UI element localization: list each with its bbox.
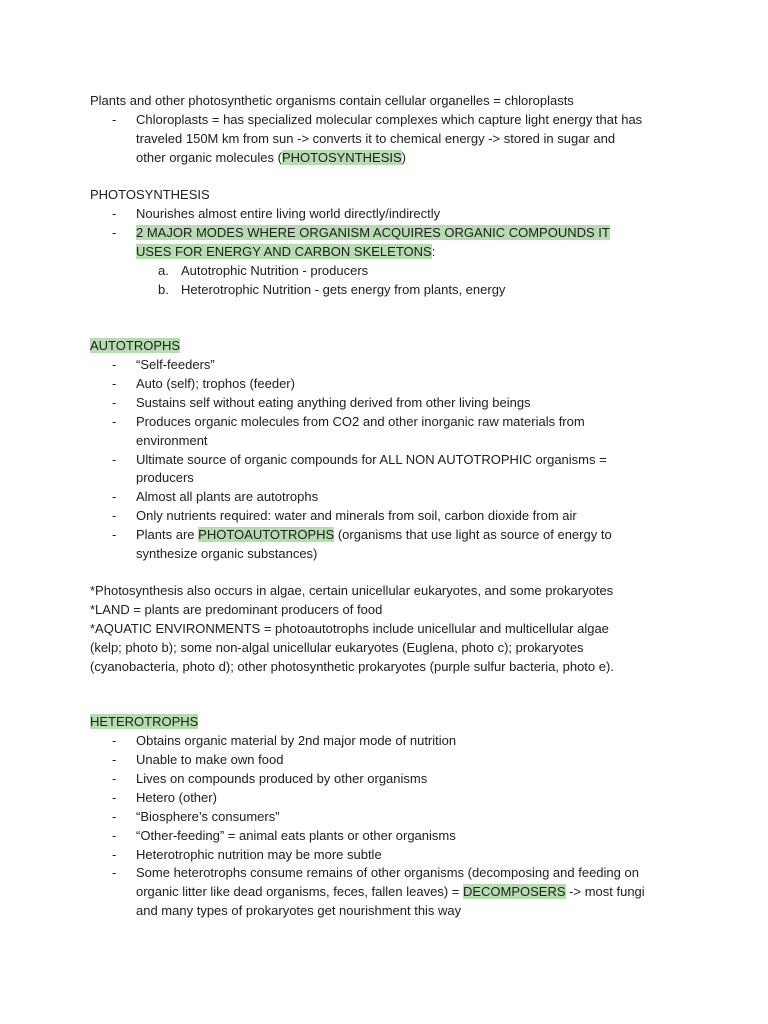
sub-item-autotrophic: Autotrophic Nutrition - producers <box>181 263 369 278</box>
heterotrophs-bullet-8-line3: and many types of prokaryotes get nourishment this way <box>136 903 462 918</box>
bullet-marker: - <box>112 489 117 504</box>
sub-marker-a: a. <box>158 263 169 278</box>
chloroplast-bullet-line3: other organic molecules (PHOTOSYNTHESIS) <box>136 150 406 165</box>
highlight-photoautotrophs: PHOTOAUTOTROPHS <box>198 527 335 542</box>
autotrophs-bullet-8-line2: synthesize organic substances) <box>136 546 318 561</box>
note-aquatic-line2: (kelp; photo b); some non-algal unicellular eukaryotes (Euglena, photo c); prokaryotes <box>90 640 584 655</box>
bullet-marker: - <box>112 809 117 824</box>
heterotrophs-bullet-3: Lives on compounds produced by other organisms <box>136 771 428 786</box>
autotrophs-heading: AUTOTROPHS <box>90 338 181 353</box>
bullet-marker: - <box>112 752 117 767</box>
sub-item-heterotrophic: Heterotrophic Nutrition - gets energy from plants, energy <box>181 282 506 297</box>
bullet-marker: - <box>112 508 117 523</box>
autotrophs-bullet-4-line1: Produces organic molecules from CO2 and other inorganic raw materials from <box>136 414 585 429</box>
note-aquatic-line1: *AQUATIC ENVIRONMENTS = photoautotrophs include unicellular and multicellular algae <box>90 621 609 636</box>
heterotrophs-heading: HETEROTROPHS <box>90 714 199 729</box>
heterotrophs-bullet-2: Unable to make own food <box>136 752 284 767</box>
bullet-marker: - <box>112 414 117 429</box>
autotrophs-bullet-1: “Self-feeders” <box>136 357 215 372</box>
heterotrophs-bullet-8-line2: organic litter like dead organisms, feces, fallen leaves) = DECOMPOSERS -> most fungi <box>136 884 645 899</box>
bullet-marker: - <box>112 790 117 805</box>
bullet-marker: - <box>112 357 117 372</box>
sub-marker-b: b. <box>158 282 169 297</box>
autotrophs-bullet-3: Sustains self without eating anything derived from other living beings <box>136 395 531 410</box>
bullet-marker: - <box>112 206 117 221</box>
autotrophs-bullet-2: Auto (self); trophos (feeder) <box>136 376 295 391</box>
highlight-decomposers: DECOMPOSERS <box>462 884 566 899</box>
photosynthesis-bullet-1: Nourishes almost entire living world directly/indirectly <box>136 206 441 221</box>
bullet-marker: - <box>112 828 117 843</box>
bullet-marker: - <box>112 376 117 391</box>
autotrophs-bullet-6: Almost all plants are autotrophs <box>136 489 319 504</box>
note-land: *LAND = plants are predominant producers of food <box>90 602 383 617</box>
photosynthesis-heading: PHOTOSYNTHESIS <box>90 187 210 202</box>
chloroplast-bullet-line2: traveled 150M km from sun -> converts it to chemical energy -> stored in sugar and <box>136 131 616 146</box>
autotrophs-bullet-4-line2: environment <box>136 433 208 448</box>
autotrophs-bullet-5-line1: Ultimate source of organic compounds for ALL NON AUTOTROPHIC organisms = <box>136 452 607 467</box>
note-photosynthesis-occurrence: *Photosynthesis also occurs in algae, certain unicellular eukaryotes, and some prokaryotes <box>90 583 614 598</box>
photosynthesis-bullet-2-line1: 2 MAJOR MODES WHERE ORGANISM ACQUIRES ORGANIC COMPOUNDS IT <box>136 225 610 240</box>
heterotrophs-bullet-1: Obtains organic material by 2nd major mode of nutrition <box>136 733 457 748</box>
bullet-marker: - <box>112 395 117 410</box>
photosynthesis-bullet-2-line2: USES FOR ENERGY AND CARBON SKELETONS: <box>136 244 436 259</box>
heterotrophs-bullet-6: “Other-feeding” = animal eats plants or other organisms <box>136 828 456 843</box>
heterotrophs-bullet-7: Heterotrophic nutrition may be more subtle <box>136 847 382 862</box>
heterotrophs-bullet-5: “Biosphere’s consumers” <box>136 809 280 824</box>
autotrophs-bullet-8-line1: Plants are PHOTOAUTOTROPHS (organisms that use light as source of energy to <box>136 527 612 542</box>
bullet-marker: - <box>112 733 117 748</box>
bullet-marker: - <box>112 527 117 542</box>
intro-line: Plants and other photosynthetic organisms contain cellular organelles = chloroplasts <box>90 93 574 108</box>
autotrophs-bullet-7: Only nutrients required: water and minerals from soil, carbon dioxide from air <box>136 508 577 523</box>
highlight-photosynthesis: PHOTOSYNTHESIS <box>281 150 402 165</box>
bullet-marker: - <box>112 771 117 786</box>
bullet-marker: - <box>112 452 117 467</box>
heterotrophs-bullet-4: Hetero (other) <box>136 790 217 805</box>
bullet-marker: - <box>112 225 117 240</box>
heterotrophs-bullet-8-line1: Some heterotrophs consume remains of other organisms (decomposing and feeding on <box>136 865 639 880</box>
autotrophs-bullet-5-line2: producers <box>136 470 194 485</box>
chloroplast-bullet-line1: Chloroplasts = has specialized molecular complexes which capture light energy that has <box>136 112 643 127</box>
note-aquatic-line3: (cyanobacteria, photo d); other photosynthetic prokaryotes (purple sulfur bacteria, photo e). <box>90 659 614 674</box>
bullet-marker: - <box>112 847 117 862</box>
bullet-marker: - <box>112 865 117 880</box>
bullet-marker: - <box>112 112 117 127</box>
